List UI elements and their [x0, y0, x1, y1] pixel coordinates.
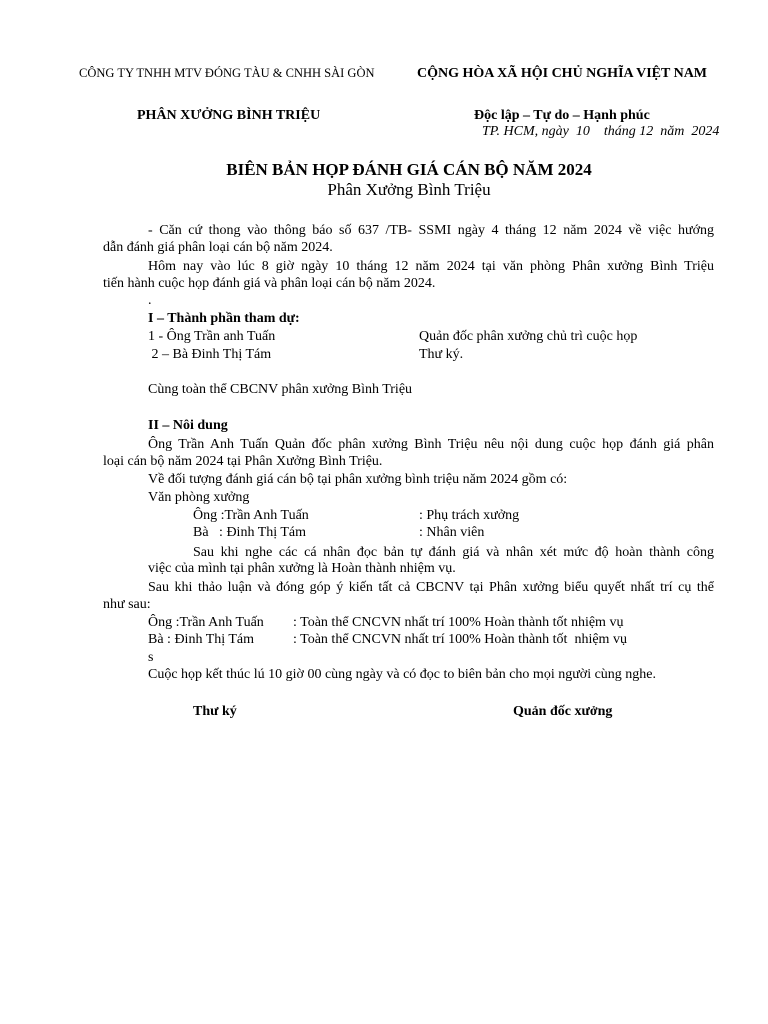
document-title: BIÊN BẢN HỌP ĐÁNH GIÁ CÁN BỘ NĂM 2024 [226, 160, 592, 179]
republic-name: CỘNG HÒA XÃ HỘI CHỦ NGHĨA VIỆT NAM [417, 66, 708, 81]
office-label: Văn phòng xưởng [148, 490, 250, 505]
discussion-line2: như sau: [103, 597, 151, 612]
section2-heading: II – Nôi dung [148, 418, 228, 433]
closing-line: Cuộc họp kết thúc lú 10 giờ 00 cùng ngày và có đọc to biên bản cho mọi người cùng nghe. [148, 667, 657, 682]
motto: Độc lập – Tự do – Hạnh phúc [474, 108, 650, 123]
discussion-line1: Sau khi thảo luận và đóng góp ý kiến tất cả CBCNV tại Phân xưởng biểu quyết nhất trí cụ thể [148, 580, 714, 595]
intro-p2-line2: tiến hành cuộc họp đánh giá và phân loại cán bộ năm 2024. [103, 276, 436, 291]
section1-heading: I – Thành phần tham dự: [148, 311, 300, 326]
all-staff-line: Cùng toàn thể CBCNV phân xưởng Bình Triệu [148, 382, 413, 397]
result-1-name: Ông :Trần Anh Tuấn [148, 615, 264, 630]
staff-2-name: Bà : Đinh Thị Tám [193, 525, 307, 540]
result-2-name: Bà : Đinh Thị Tám [148, 632, 255, 647]
intro-p1-line1: - Căn cứ thong vào thông báo số 637 /TB- SSMI ngày 4 tháng 12 năm 2024 về việc hướng [148, 223, 714, 238]
document-subtitle: Phân Xưởng Bình Triệu [327, 180, 491, 199]
stray-letter: s [148, 650, 154, 665]
result-1-text: : Toàn thể CNCVN nhất trí 100% Hoàn thành tốt nhiệm vụ [293, 615, 624, 630]
member-2-name: 2 – Bà Đinh Thị Tám [148, 347, 272, 362]
member-1-name: 1 - Ông Trần anh Tuấn [148, 329, 276, 344]
staff-2-role: : Nhân viên [419, 525, 485, 540]
content1-line2: loại cán bộ năm 2024 tại Phân Xưởng Bình Triệu. [103, 454, 383, 469]
result-2-text: : Toàn thể CNCVN nhất trí 100% Hoàn thành tốt nhiệm vụ [293, 632, 627, 647]
member-1-role: Quản đốc phân xưởng chủ trì cuộc họp [419, 329, 638, 344]
place-date: TP. HCM, ngày 10 tháng 12 năm 2024 [482, 124, 720, 139]
member-2-role: Thư ký. [419, 347, 464, 362]
content2-line: Về đối tượng đánh giá cán bộ tại phân xưởng bình triệu năm 2024 gồm có: [148, 472, 568, 487]
staff-1-name: Ông :Trần Anh Tuấn [193, 508, 309, 523]
manager-signature-label: Quản đốc xưởng [513, 704, 613, 719]
content1-line1: Ông Trần Anh Tuấn Quản đốc phân xưởng Bình Triệu nêu nội dung cuộc họp đánh giá phân [148, 437, 714, 452]
secretary-signature-label: Thư ký [193, 704, 237, 719]
company-name: CÔNG TY TNHH MTV ĐÓNG TÀU & CNHH SÀI GÒN [79, 66, 375, 80]
staff-1-role: : Phụ trách xưởng [419, 508, 520, 523]
self-eval-line2: việc của mình tại phân xưởng là Hoàn thành nhiệm vụ. [148, 561, 456, 576]
self-eval-line1: Sau khi nghe các cá nhân đọc bản tự đánh giá và nhân xét mức độ hoàn thành công [193, 545, 714, 560]
intro-p2-line1: Hôm nay vào lúc 8 giờ ngày 10 tháng 12 năm 2024 tại văn phòng Phân xưởng Bình Triệu [148, 259, 714, 274]
intro-p1-line2: dẫn đánh giá phân loại cán bộ năm 2024. [103, 240, 333, 255]
workshop-name: PHÂN XƯỞNG BÌNH TRIỆU [137, 108, 321, 123]
stray-dot: . [148, 293, 152, 308]
